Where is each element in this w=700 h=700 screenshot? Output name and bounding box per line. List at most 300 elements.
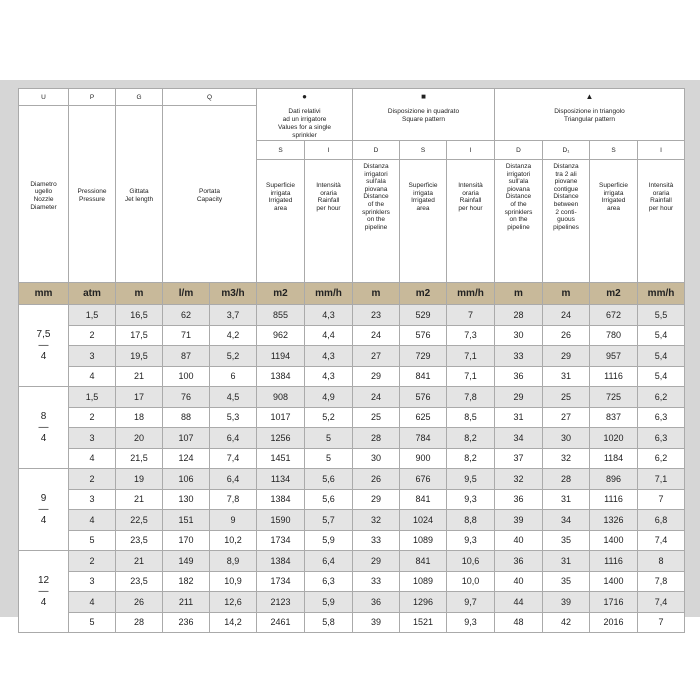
table-cell: 30 xyxy=(353,448,400,469)
table-cell: 39 xyxy=(353,612,400,633)
unit-label: m xyxy=(495,283,543,305)
group-header-line: Disposizione in quadrato xyxy=(387,108,460,115)
table-row xyxy=(19,428,685,449)
group-header-triangle xyxy=(495,89,685,141)
unit-label: m2 xyxy=(400,283,447,305)
table-cell: 2461 xyxy=(257,612,305,633)
table-cell: 40 xyxy=(495,571,543,592)
sub-description-line: sprinklers xyxy=(504,208,533,216)
col-letter-p: P xyxy=(69,89,116,106)
table-row xyxy=(19,551,685,572)
table-cell: 1734 xyxy=(257,571,305,592)
table-cell: 8,8 xyxy=(447,510,495,531)
sub-description-line: Irrigated xyxy=(601,197,626,205)
sub-description-line: sprinklers xyxy=(362,208,390,216)
sub-letter: I xyxy=(447,141,495,160)
table-cell: 21,5 xyxy=(116,448,163,469)
table-cell: 725 xyxy=(590,387,638,408)
sub-description-line: pipeline xyxy=(364,223,388,231)
group-header-square xyxy=(353,89,495,141)
sub-description-line: sull'ala xyxy=(366,178,386,186)
table-cell: 24 xyxy=(353,325,400,346)
sub-description-line: irrigatori xyxy=(364,170,388,178)
header-line: Diameter xyxy=(30,203,57,211)
table-cell: 26 xyxy=(116,592,163,613)
sub-description-line: Rainfall xyxy=(650,197,672,205)
table-cell: 6,3 xyxy=(305,571,353,592)
table-cell: 39 xyxy=(495,510,543,531)
table-cell: 2 xyxy=(69,469,116,490)
table-cell: 896 xyxy=(590,469,638,490)
table-cell: 529 xyxy=(400,305,447,326)
table-cell: 5,4 xyxy=(638,366,685,387)
table-cell: 22,5 xyxy=(116,510,163,531)
table-cell: 837 xyxy=(590,407,638,428)
table-cell: 40 xyxy=(495,530,543,551)
group-header-line: Values for a single xyxy=(278,124,331,131)
table-cell: 88 xyxy=(163,407,210,428)
group-header-line: Disposizione in triangolo xyxy=(554,108,625,115)
sub-letter: D xyxy=(495,141,543,160)
col-letter-q: Q xyxy=(163,89,257,106)
sub-description-line: Rainfall xyxy=(317,197,340,205)
table-cell: 7,4 xyxy=(638,530,685,551)
table-cell: 1400 xyxy=(590,571,638,592)
table-cell: 1716 xyxy=(590,592,638,613)
unit-label: mm/h xyxy=(638,283,685,305)
table-cell: 908 xyxy=(257,387,305,408)
table-cell: 34 xyxy=(495,428,543,449)
table-cell: 1,5 xyxy=(69,387,116,408)
table-cell: 1024 xyxy=(400,510,447,531)
table-cell: 1,5 xyxy=(69,305,116,326)
table-cell: 1089 xyxy=(400,571,447,592)
table-cell: 19,5 xyxy=(116,346,163,367)
table-cell: 28 xyxy=(495,305,543,326)
sub-description xyxy=(353,160,400,283)
table-cell: 1590 xyxy=(257,510,305,531)
table-cell: 14,2 xyxy=(210,612,257,633)
table-cell: 236 xyxy=(163,612,210,633)
table-cell: 24 xyxy=(543,305,590,326)
table-cell: 106 xyxy=(163,469,210,490)
sub-description-line: tra 2 ali xyxy=(555,170,577,178)
table-cell: 28 xyxy=(543,469,590,490)
table-cell: 7 xyxy=(447,305,495,326)
sub-description-line: 2 conti- xyxy=(555,208,577,216)
table-cell: 10,6 xyxy=(447,551,495,572)
table-cell: 28 xyxy=(353,428,400,449)
table-cell: 5,4 xyxy=(638,346,685,367)
table-cell: 30 xyxy=(495,325,543,346)
sub-description-line: Distanza xyxy=(553,163,579,170)
table-cell: 6,2 xyxy=(638,448,685,469)
table-cell: 8,9 xyxy=(210,551,257,572)
table-cell: 34 xyxy=(543,510,590,531)
group-header-line: Square pattern xyxy=(401,116,445,123)
table-cell: 5,6 xyxy=(305,469,353,490)
sub-description-line: per hour xyxy=(458,204,483,212)
table-cell: 784 xyxy=(400,428,447,449)
table-cell: 672 xyxy=(590,305,638,326)
sub-description-line: contigue xyxy=(553,185,579,193)
sub-description-line: of the xyxy=(367,200,385,208)
table-cell: 5,6 xyxy=(305,489,353,510)
sub-description-line: on the xyxy=(366,216,386,224)
table-cell: 8,2 xyxy=(447,428,495,449)
table-cell: 9,3 xyxy=(447,530,495,551)
table-cell: 151 xyxy=(163,510,210,531)
sub-description-line: guous xyxy=(557,216,575,224)
table-cell: 31 xyxy=(543,366,590,387)
sub-description-line: oraria xyxy=(462,189,479,197)
table-cell: 2 xyxy=(69,407,116,428)
header-line: Diametro xyxy=(30,180,57,188)
table-cell: 4,3 xyxy=(305,366,353,387)
table-cell: 900 xyxy=(400,448,447,469)
header-diameter xyxy=(19,106,69,283)
diameter-value: — xyxy=(38,422,49,433)
nozzle-diameter xyxy=(19,469,69,551)
table-cell: 2 xyxy=(69,325,116,346)
table-cell: 71 xyxy=(163,325,210,346)
table-row xyxy=(19,366,685,387)
table-cell: 35 xyxy=(543,571,590,592)
unit-label: atm xyxy=(69,283,116,305)
table-cell: 6,4 xyxy=(305,551,353,572)
sub-description-line: irrigatori xyxy=(506,170,531,178)
table-cell: 25 xyxy=(353,407,400,428)
table-cell: 29 xyxy=(353,489,400,510)
table-cell: 5,5 xyxy=(638,305,685,326)
table-cell: 1451 xyxy=(257,448,305,469)
table-cell: 3 xyxy=(69,428,116,449)
table-cell: 33 xyxy=(495,346,543,367)
table-cell: 26 xyxy=(543,325,590,346)
table-cell: 2123 xyxy=(257,592,305,613)
table-cell: 36 xyxy=(495,551,543,572)
sub-description-line: irrigata xyxy=(603,189,624,197)
sub-description-line: Distance xyxy=(505,193,532,201)
table-cell: 76 xyxy=(163,387,210,408)
table-cell: 124 xyxy=(163,448,210,469)
header-line: Nozzle xyxy=(33,196,54,203)
table-cell: 1116 xyxy=(590,551,638,572)
table-cell: 5,3 xyxy=(210,407,257,428)
header-line: Gittata xyxy=(129,188,149,196)
sub-letter: D₁ xyxy=(543,141,590,160)
table-cell: 1194 xyxy=(257,346,305,367)
table-cell: 7,1 xyxy=(638,469,685,490)
group-header-line: Triangular pattern xyxy=(563,116,616,123)
table-cell: 5 xyxy=(305,448,353,469)
table-cell: 4 xyxy=(69,366,116,387)
sub-letter: S xyxy=(257,141,305,160)
table-cell: 27 xyxy=(543,407,590,428)
table-cell: 6,4 xyxy=(210,428,257,449)
table-cell: 149 xyxy=(163,551,210,572)
table-cell: 16,5 xyxy=(116,305,163,326)
sub-description-line: Distance xyxy=(553,193,579,201)
table-cell: 170 xyxy=(163,530,210,551)
table-cell: 31 xyxy=(543,551,590,572)
table-cell: 7 xyxy=(638,489,685,510)
table-cell: 29 xyxy=(543,346,590,367)
header-jet-length xyxy=(116,106,163,283)
table-cell: 1400 xyxy=(590,530,638,551)
table-cell: 1734 xyxy=(257,530,305,551)
table-row xyxy=(19,469,685,490)
table-cell: 29 xyxy=(495,387,543,408)
sub-description-line: Rainfall xyxy=(459,197,482,205)
sub-description-line: Superficie xyxy=(599,182,628,189)
group-header-line: sprinkler xyxy=(292,132,317,139)
unit-label: mm/h xyxy=(447,283,495,305)
sub-description-line: per hour xyxy=(648,204,674,212)
unit-label: m xyxy=(116,283,163,305)
table-cell: 130 xyxy=(163,489,210,510)
header-line: Portata xyxy=(199,188,220,196)
table-row xyxy=(19,407,685,428)
table-cell: 7,3 xyxy=(447,325,495,346)
table-cell: 10,0 xyxy=(447,571,495,592)
sub-description xyxy=(400,160,447,283)
table-cell: 5 xyxy=(69,612,116,633)
diameter-value: — xyxy=(38,340,49,351)
sub-description-line: Superficie xyxy=(266,182,295,189)
table-cell: 35 xyxy=(543,530,590,551)
table-cell: 24 xyxy=(353,387,400,408)
table-cell: 1521 xyxy=(400,612,447,633)
diameter-value: 9 xyxy=(40,493,47,504)
table-row xyxy=(19,305,685,326)
table-cell: 20 xyxy=(116,428,163,449)
table-cell: 182 xyxy=(163,571,210,592)
table-cell: 21 xyxy=(116,366,163,387)
table-cell: 1134 xyxy=(257,469,305,490)
table-cell: 30 xyxy=(543,428,590,449)
group-header-single xyxy=(257,89,353,141)
table-cell: 1384 xyxy=(257,551,305,572)
table-cell: 36 xyxy=(495,489,543,510)
triangle-icon: ▲ xyxy=(585,92,594,101)
unit-label: m2 xyxy=(590,283,638,305)
nozzle-diameter xyxy=(19,551,69,633)
table-cell: 37 xyxy=(495,448,543,469)
table-row xyxy=(19,346,685,367)
table-cell: 4 xyxy=(69,510,116,531)
header-line: ugello xyxy=(34,188,53,196)
diameter-value: 7,5 xyxy=(36,329,51,340)
table-cell: 29 xyxy=(353,366,400,387)
group-header-line: ad un irrigatore xyxy=(282,116,327,123)
table-cell: 7,8 xyxy=(447,387,495,408)
unit-label: mm xyxy=(19,283,69,305)
table-cell: 25 xyxy=(543,387,590,408)
table-cell: 1384 xyxy=(257,366,305,387)
table-cell: 10,2 xyxy=(210,530,257,551)
sub-description xyxy=(638,160,685,283)
table-cell: 9 xyxy=(210,510,257,531)
table-cell: 36 xyxy=(495,366,543,387)
unit-label: mm/h xyxy=(305,283,353,305)
header-pressure xyxy=(69,106,116,283)
table-cell: 4,3 xyxy=(305,346,353,367)
table-cell: 6 xyxy=(210,366,257,387)
table-cell: 32 xyxy=(495,469,543,490)
table-cell: 23,5 xyxy=(116,530,163,551)
diameter-value: 8 xyxy=(40,411,47,422)
sub-description-line: irrigata xyxy=(270,189,291,197)
table-cell: 576 xyxy=(400,387,447,408)
sub-description xyxy=(447,160,495,283)
col-letter-g: G xyxy=(116,89,163,106)
sub-description-line: Intensità xyxy=(648,182,674,189)
sub-description-line: on the xyxy=(509,216,528,224)
header-line: Capacity xyxy=(196,196,223,203)
table-cell: 4,2 xyxy=(210,325,257,346)
table-cell: 6,2 xyxy=(638,387,685,408)
table-cell: 8,2 xyxy=(447,448,495,469)
sub-description-line: piovana xyxy=(364,185,388,193)
table-cell: 5,2 xyxy=(305,407,353,428)
header-capacity xyxy=(163,106,257,283)
table-cell: 7 xyxy=(638,612,685,633)
diameter-value: — xyxy=(38,504,49,515)
diameter-value: 4 xyxy=(40,351,47,362)
table-row xyxy=(19,530,685,551)
table-cell: 6,3 xyxy=(638,428,685,449)
nozzle-diameter xyxy=(19,387,69,469)
table-cell: 9,3 xyxy=(447,612,495,633)
table-cell: 21 xyxy=(116,551,163,572)
sub-description-line: Intensità xyxy=(316,182,341,189)
table-cell: 31 xyxy=(495,407,543,428)
table-cell: 1256 xyxy=(257,428,305,449)
diameter-value: 4 xyxy=(40,515,47,526)
sub-description-line: piovane xyxy=(554,178,578,186)
unit-label: l/m xyxy=(163,283,210,305)
table-cell: 107 xyxy=(163,428,210,449)
header-line: Pressure xyxy=(78,196,105,203)
table-cell: 7,8 xyxy=(210,489,257,510)
table-cell: 26 xyxy=(353,469,400,490)
table-cell: 9,3 xyxy=(447,489,495,510)
table-cell: 1017 xyxy=(257,407,305,428)
sub-description-line: Irrigated xyxy=(268,197,293,205)
table-cell: 5 xyxy=(305,428,353,449)
table-cell: 5,8 xyxy=(305,612,353,633)
table-cell: 4,3 xyxy=(305,305,353,326)
diameter-value: 12 xyxy=(37,575,50,586)
sub-description-line: sull'ala xyxy=(508,178,529,186)
sub-description xyxy=(257,160,305,283)
table-cell: 4 xyxy=(69,592,116,613)
diameter-value: 4 xyxy=(40,597,47,608)
table-cell: 27 xyxy=(353,346,400,367)
table-cell: 1326 xyxy=(590,510,638,531)
square-icon: ■ xyxy=(421,92,426,101)
sub-letter: S xyxy=(590,141,638,160)
table-cell: 31 xyxy=(543,489,590,510)
table-cell: 4,9 xyxy=(305,387,353,408)
table-cell: 7,8 xyxy=(638,571,685,592)
header-line: Jet length xyxy=(124,196,154,203)
table-row xyxy=(19,448,685,469)
sub-description-line: between xyxy=(553,200,579,208)
table-cell: 576 xyxy=(400,325,447,346)
circle-icon: ● xyxy=(302,92,307,101)
table-cell: 100 xyxy=(163,366,210,387)
table-cell: 19 xyxy=(116,469,163,490)
diameter-value: 4 xyxy=(40,433,47,444)
table-cell: 1089 xyxy=(400,530,447,551)
table-cell: 5,7 xyxy=(305,510,353,531)
table-cell: 1296 xyxy=(400,592,447,613)
sub-description xyxy=(543,160,590,283)
table-row xyxy=(19,592,685,613)
table-cell: 7,4 xyxy=(210,448,257,469)
sub-description xyxy=(590,160,638,283)
table-cell: 957 xyxy=(590,346,638,367)
table-cell: 6,8 xyxy=(638,510,685,531)
sub-description-line: irrigata xyxy=(413,189,433,197)
unit-label: m3/h xyxy=(210,283,257,305)
table-cell: 29 xyxy=(353,551,400,572)
sub-description-line: oraria xyxy=(652,189,670,197)
table-cell: 962 xyxy=(257,325,305,346)
table-cell: 855 xyxy=(257,305,305,326)
table-cell: 32 xyxy=(543,448,590,469)
col-letter-u: U xyxy=(19,89,69,106)
table-cell: 36 xyxy=(353,592,400,613)
table-row xyxy=(19,571,685,592)
table-row xyxy=(19,489,685,510)
table-cell: 5,2 xyxy=(210,346,257,367)
table-cell: 23,5 xyxy=(116,571,163,592)
table-cell: 841 xyxy=(400,366,447,387)
table-cell: 44 xyxy=(495,592,543,613)
table-cell: 1384 xyxy=(257,489,305,510)
unit-label: m xyxy=(543,283,590,305)
sub-letter: I xyxy=(638,141,685,160)
table-row xyxy=(19,325,685,346)
table-cell: 7,4 xyxy=(638,592,685,613)
header-line: Pressione xyxy=(77,188,107,196)
table-cell: 33 xyxy=(353,530,400,551)
table-cell: 1020 xyxy=(590,428,638,449)
table-cell: 18 xyxy=(116,407,163,428)
table-cell: 4,4 xyxy=(305,325,353,346)
sub-description xyxy=(495,160,543,283)
table-cell: 28 xyxy=(116,612,163,633)
table-cell: 841 xyxy=(400,489,447,510)
table-cell: 3 xyxy=(69,489,116,510)
sub-description-line: of the xyxy=(510,200,527,208)
table-cell: 12,6 xyxy=(210,592,257,613)
table-cell: 676 xyxy=(400,469,447,490)
nozzle-diameter xyxy=(19,305,69,387)
table-cell: 8 xyxy=(638,551,685,572)
sub-description-line: Superficie xyxy=(408,182,438,189)
table-cell: 5,4 xyxy=(638,325,685,346)
sub-description-line: Irrigated xyxy=(411,197,435,205)
table-cell: 625 xyxy=(400,407,447,428)
sub-description-line: per hour xyxy=(316,204,341,212)
table-cell: 3,7 xyxy=(210,305,257,326)
table-cell: 1184 xyxy=(590,448,638,469)
table-cell: 2 xyxy=(69,551,116,572)
